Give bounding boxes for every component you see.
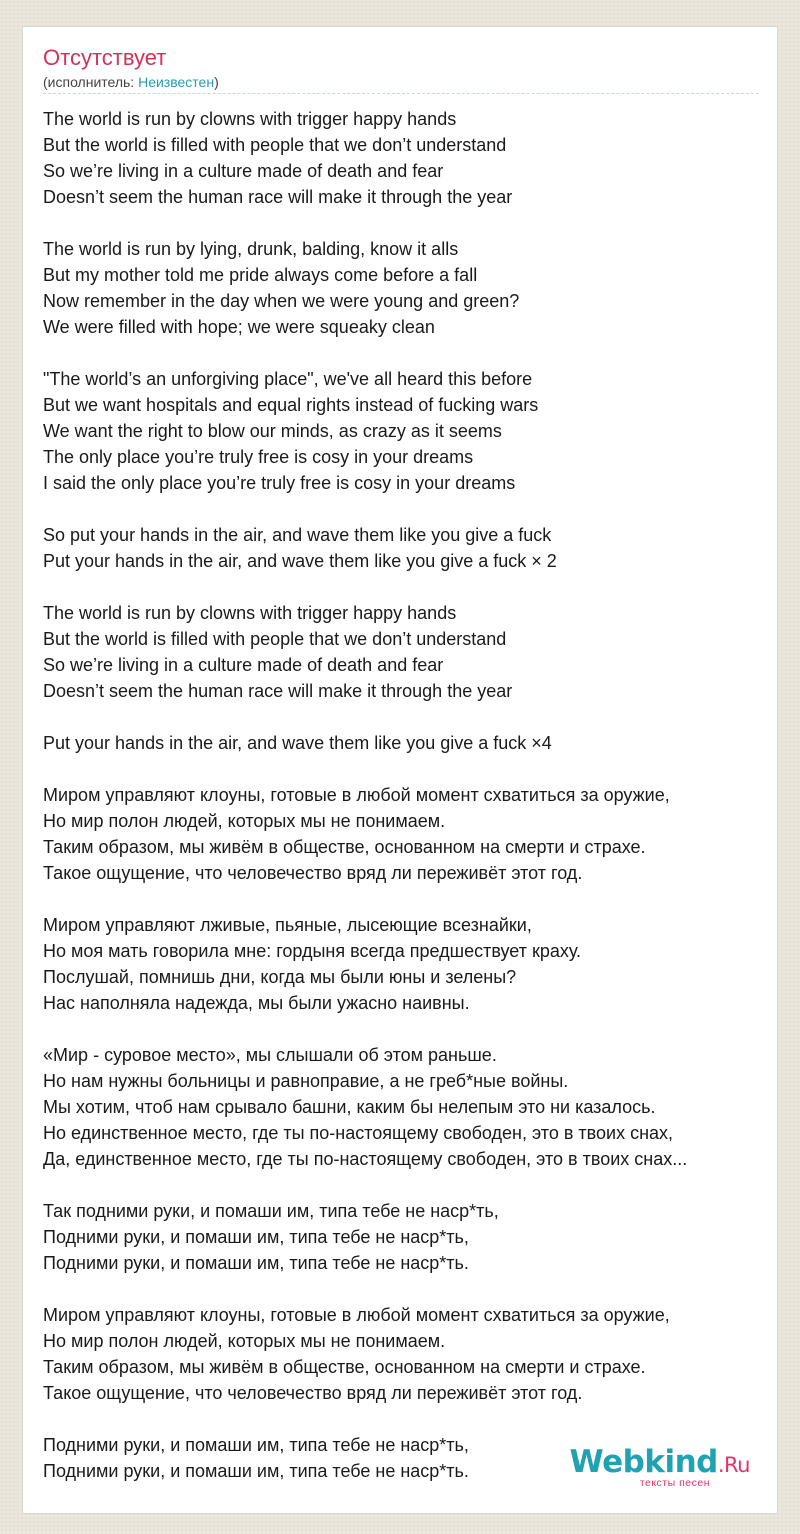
artist-info [43,73,219,91]
lyric-line: The world is run by lying, drunk, balding, know it alls [43,239,459,259]
logo-tld: .Ru [717,1453,750,1477]
lyric-line: So we’re living in a culture made of death and fear [43,655,444,675]
lyric-line: Так подними руки, и помаши им, типа тебе не наср*ть, [43,1201,499,1221]
lyric-line: "The world’s an unforgiving place", we've all heard this before [43,369,533,389]
lyric-line: Но мир полон людей, которых мы не понимаем. [43,811,446,831]
lyric-line: Миром управляют клоуны, готовые в любой момент схватиться за оружие, [43,1305,670,1325]
lyric-line: Doesn’t seem the human race will make it through the year [43,187,513,207]
lyric-line: But my mother told me pride always come before a fall [43,265,478,285]
lyric-line: But the world is filled with people that we don’t understand [43,629,507,649]
stanza-gap [43,496,778,522]
stanza-gap [43,574,778,600]
lyric-line: Но нам нужны больницы и равноправие, а не греб*ные войны. [43,1071,569,1091]
lyric-line: Мы хотим, чтоб нам срывало башни, каким бы нелепым это ни казалось. [43,1097,656,1117]
lyric-line: We were filled with hope; we were squeaky clean [43,317,435,337]
lyric-line: We want the right to blow our minds, as crazy as it seems [43,421,502,441]
webkind-logo[interactable] [570,1446,750,1489]
lyric-line: So we’re living in a culture made of death and fear [43,161,444,181]
lyrics-card [22,26,778,1514]
lyric-line: Подними руки, и помаши им, типа тебе не наср*ть, [43,1227,469,1247]
lyric-line: «Мир - суровое место», мы слышали об этом раньше. [43,1045,497,1065]
stanza-gap [43,1406,778,1432]
stanza-gap [43,756,778,782]
logo-tagline: тексты песен [639,1477,710,1489]
lyric-line: I said the only place you’re truly free is cosy in your dreams [43,473,516,493]
lyric-line: Таким образом, мы живём в обществе, основанном на смерти и страхе. [43,837,646,857]
lyric-line: The only place you’re truly free is cosy in your dreams [43,447,474,467]
lyric-line: Миром управляют клоуны, готовые в любой момент схватиться за оружие, [43,785,670,805]
stanza-gap [43,886,778,912]
stanza-gap [43,1172,778,1198]
lyric-line: Миром управляют лживые, пьяные, лысеющие всезнайки, [43,915,532,935]
logo-name: Webkind [569,1444,718,1480]
lyric-line: The world is run by clowns with trigger happy hands [43,109,457,129]
stanza-gap [43,1016,778,1042]
song-title: Отсутствует [43,45,167,70]
lyric-line: Подними руки, и помаши им, типа тебе не наср*ть. [43,1253,469,1273]
lyric-line: Но мир полон людей, которых мы не понимаем. [43,1331,446,1351]
lyric-line: Но моя мать говорила мне: гордыня всегда предшествует краху. [43,941,582,961]
artist-suffix: ) [214,74,219,90]
lyric-line: Да, единственное место, где ты по-настоящему свободен, это в твоих снах... [43,1149,688,1169]
lyric-line: But we want hospitals and equal rights instead of fucking wars [43,395,539,415]
lyric-line: The world is run by clowns with trigger happy hands [43,603,457,623]
lyric-line: Нас наполняла надежда, мы были ужасно наивны. [43,993,470,1013]
lyric-line: Но единственное место, где ты по-настоящему свободен, это в твоих снах, [43,1123,674,1143]
lyric-line: But the world is filled with people that we don’t understand [43,135,507,155]
lyric-line: Такое ощущение, что человечество вряд ли переживёт этот год. [43,1383,583,1403]
stanza-gap [43,704,778,730]
lyric-line: So put your hands in the air, and wave them like you give a fuck [43,525,552,545]
lyric-line: Now remember in the day when we were young and green? [43,291,520,311]
stanza-gap [43,340,778,366]
stanza-gap [43,210,778,236]
lyric-line: Таким образом, мы живём в обществе, основанном на смерти и страхе. [43,1357,646,1377]
lyric-line: Подними руки, и помаши им, типа тебе не наср*ть. [43,1461,469,1481]
artist-prefix: (исполнитель: [43,74,139,90]
lyric-line: Put your hands in the air, and wave them like you give a fuck ×4 [43,733,552,753]
lyric-line: Такое ощущение, что человечество вряд ли переживёт этот год. [43,863,583,883]
title-divider [43,93,759,94]
lyric-line: Doesn’t seem the human race will make it through the year [43,681,513,701]
artist-link[interactable]: Неизвестен [138,74,215,90]
stanza-gap [43,1276,778,1302]
lyric-line: Подними руки, и помаши им, типа тебе не наср*ть, [43,1435,469,1455]
lyrics-text [43,106,778,1484]
lyric-line: Послушай, помнишь дни, когда мы были юны и зелены? [43,967,517,987]
lyric-line: Put your hands in the air, and wave them like you give a fuck × 2 [43,551,557,571]
